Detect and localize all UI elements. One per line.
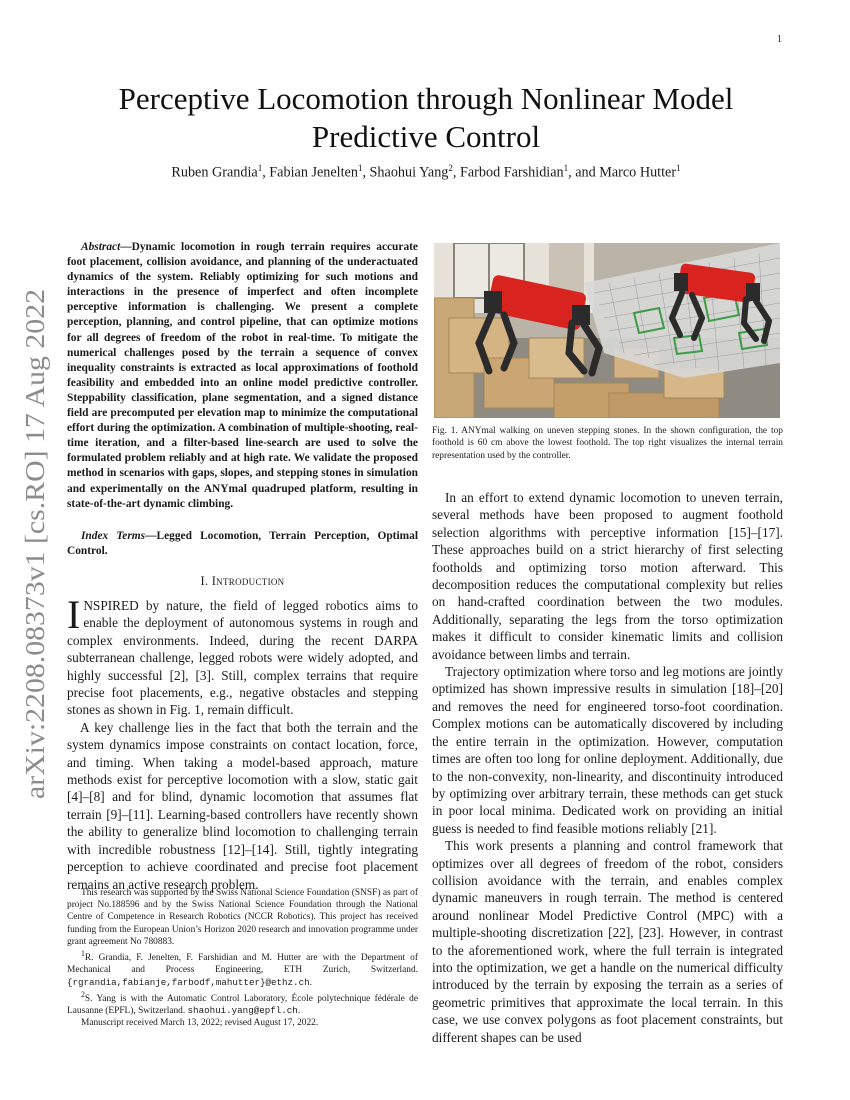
index-terms-label: Index Terms <box>81 530 146 542</box>
body-paragraph: In an effort to extend dynamic locomotion to uneven terrain, several methods have been proposed to augment foothold selection algorithms with perceptive information [15]–[17]. These approaches build on a strict hierarchy of first selecting footholds and optimizing torso motion afterward. This decomposition reduces the computational complexity but relies on hand-crafted coordination between the two modules. Additionally, separating the legs from the torso optimization makes it difficult to consider kinematic limits and collision avoidance between limbs and terrain. <box>432 490 783 662</box>
affiliation-footnote <box>67 989 418 1018</box>
author-affiliation: 2 <box>448 163 453 173</box>
section-title: Introduction <box>211 574 285 588</box>
figure-caption <box>432 425 783 462</box>
manuscript-dates: Manuscript received March 13, 2022; revised August 17, 2022. <box>81 1018 319 1029</box>
author-name: Farbod Farshidian <box>459 164 564 181</box>
drop-cap: I <box>67 592 81 637</box>
author-affiliation: 1 <box>257 163 263 173</box>
funding-footnote: This research was supported by the Swiss National Science Foundation (SNSF) as part of project No.188596 and by the Swiss National Science Foundation through the National Centre of Competence in Research Robotics (NCCR Robotics). This project has received funding from the European Union’s Horizon 2020 research and innovation programme under grant agreement No 780883. <box>67 888 418 947</box>
body-paragraph: This work presents a planning and control framework that optimizes over all degrees of freedom of the robot, considers collision avoidance with the terrain, and enables complex dynamic maneuvers in rough terrain. The method is centered around nonlinear Model Predictive Control (MPC) with a multiple-shooting discretization [22], [23]. However, in contrast to the aforementioned work, where the full terrain is integrated into the optimization, we get a handle on the numerical difficulty introduced by the terrain by exposing the terrain as a series of geometric primitives that approximate the local terrain. In this case, we use convex polygons as foot placement constraints, but different shapes can be used <box>432 838 783 1045</box>
intro-paragraph <box>67 592 418 719</box>
abstract <box>67 240 418 512</box>
author-affiliation: 1 <box>676 163 681 173</box>
body-paragraph: Trajectory optimization where torso and leg motions are jointly optimized has shown impressive results in simulation [18]–[20] and removes the need for engineered torso-foot coordination. Complex motions can be automatically discovered by including the entire terrain in the optimization. However, computation times are often too long for online deployment. Additionally, due to the non-convexity, non-linearity, and discontinuity introduced by optimizing over arbitrary terrain, these methods can get stuck in poor local minima. Dedicated work on providing an initial guess is needed to find feasible motions reliably [21]. <box>432 664 783 836</box>
footnotes <box>67 887 418 1029</box>
author-name: Fabian Jenelten <box>269 164 358 181</box>
abstract-text: —Dynamic locomotion in rough terrain requires accurate foot placement, collision avoidance, and planning of the underactuated dynamics of the system. Reliably optimizing for such motions and interactions in the presence of imperfect and often incomplete perceptive information is challenging. We present a complete perception, planning, and control pipeline, that can optimize motions for all degrees of freedom of the robot in real-time. To mitigate the numerical challenges posed by the terrain a sequence of convex inequality constraints is extracted as local approximations of foothold feasibility and embedded into an online model predictive controller. Steppability classification, plane segmentation, and a signed distance field are precomputed per elevation map to minimize the computational effort during the optimization. A combination of multiple-shooting, real-time iteration, and a filter-based line-search are used to solve the formulated problem reliably and at high rate. We validate the proposed method in scenarios with gaps, slopes, and stepping stones in simulation and experimentally on the ANYmal quadruped platform, resulting in state-of-the-art dynamic climbing. <box>67 241 418 510</box>
punctuation: . <box>297 1006 301 1017</box>
index-terms <box>67 529 418 559</box>
email-address: shaohui.yang@epfl.ch <box>187 1005 298 1017</box>
affiliation-text: R. Grandia, F. Jenelten, F. Farshidian and M. Hutter are with the Department of Mechanical and Process Engineering, ETH Zurich, Switzerland. <box>67 953 418 976</box>
intro-paragraph-text: NSPIRED by nature, the field of legged robotics aims to enable the deployment of autonomous systems in rough and complex environments. Indeed, during the recent DARPA subterranean challenge, legged robots were widely adopted, and highly successful [2], [3]. Still, complex terrains that require precise foot placements, e.g., negative obstacles and stepping stones as shown in Fig. 1, remain difficult. <box>67 598 418 718</box>
author-name: and Marco Hutter <box>575 164 677 181</box>
figure-anymal-photo <box>434 243 780 418</box>
paper-title: Perceptive Locomotion through Nonlinear Model Predictive Control <box>118 81 734 154</box>
index-terms-text: —Legged Locomotion, Terrain Perception, Optimal Control. <box>67 530 418 558</box>
introduction-text <box>67 592 418 893</box>
robot-illustration <box>434 243 780 418</box>
author-name: Shaohui Yang <box>369 164 449 181</box>
page-number: 1 <box>777 34 782 45</box>
abstract-label: Abstract <box>81 241 121 253</box>
section-heading <box>67 574 418 589</box>
email-address: {rgrandia,fabianje,farbodf,mahutter}@ethz.ch <box>67 976 310 988</box>
author-name: Ruben Grandia <box>171 164 258 181</box>
section-number: I. <box>200 574 209 588</box>
affiliation-text: S. Yang is with the Automatic Control Laboratory, École polytechnique fédérale de Lausanne (EPFL), Switzerland. <box>67 993 418 1017</box>
figure-caption-text: ANYmal walking on uneven stepping stones. In the shown configuration, the top foothold is 60 cm above the lowest foothold. The top right visualizes the internal terrain representation used by the controller. <box>432 426 783 461</box>
figure-label: Fig. 1. <box>432 426 458 436</box>
right-column-text <box>432 489 783 1046</box>
footnote-marker: 1 <box>81 949 85 959</box>
author-affiliation: 1 <box>563 163 569 173</box>
intro-paragraph: A key challenge lies in the fact that both the terrain and the system dynamics impose constraints on contact location, force, and timing. When taking a model-based approach, mature methods exist for perceptive locomotion with a slow, static gait [4]–[8] and for blind, dynamic locomotion that assumes flat terrain [9]–[11]. Learning-based controllers have recently shown the ability to generalize blind locomotion to challenging terrain with incredible robustness [12]–[14]. Still, tightly integrating perception to achieve coordinated and precise foot placement remains an active research problem. <box>67 719 418 892</box>
arxiv-side-stamp <box>2 285 58 805</box>
footnote-marker: 2 <box>81 989 85 999</box>
arxiv-stamp-svg <box>2 285 58 805</box>
author-list: Ruben Grandia$^1$, Fabian Jenelten$^1$, Shaohui Yang$^2$, Farbod Farshidian$^1$, and Marco Hutter$^1$ <box>171 163 681 181</box>
arxiv-stamp-text: arXiv:2208.08373v1 [cs.RO] 17 Aug 2022 <box>20 337 50 799</box>
affiliation-footnote <box>67 948 418 989</box>
author-affiliation: 1 <box>357 163 363 173</box>
punctuation: . <box>309 977 312 988</box>
